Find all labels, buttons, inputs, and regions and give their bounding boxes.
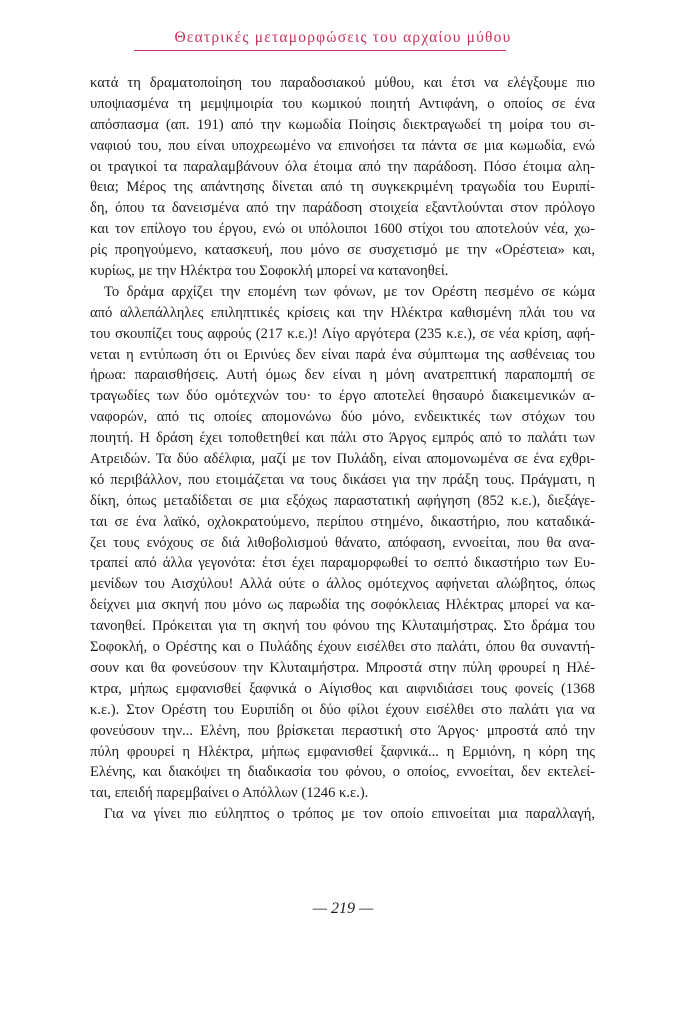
text-line: υποψιασμένα τη μεμψιμοιρία του κωμικού ποιητή Αντιφάνη, ο οποίος σε ένα <box>90 95 595 112</box>
text-line: ρίς προηγούμενο, κατασκευή, που μόνο σε συσχετισμό με την «Ορέστεια» και, <box>90 242 595 259</box>
text-line: τραπεί από άλλα γεγονότα: έτσι έχει παραμορφωθεί το σεπτό δικαστήριο των Ευ- <box>90 555 595 572</box>
text-line: δείχνει μια σκηνή που μόνο ως παρωδία της σοφόκλειας Ηλέκτρας μπορεί να κα- <box>90 597 595 614</box>
running-header: Θεατρικές μεταμορφώσεις του αρχαίου μύθου <box>174 29 512 46</box>
text-line: κό περιβάλλον, που ετοιμάζεται να τους δικάσει για την πράξη τους. Πράγματι, η <box>90 471 595 488</box>
text-line: πύλη φρουρεί η Ηλέκτρα, μήπως εμφανισθεί ξαφνικά... η Ερμιόνη, η κόρη της <box>90 743 595 760</box>
text-line: Για να γίνει πιο εύληπτος ο τρόπος με τον οποίο επινοείται μια παραλλαγή, <box>104 806 595 823</box>
text-line: τραγωδίες των δύο ομότεχνών του· το έργο αποτελεί θησαυρό διακειμενικών α- <box>90 388 595 405</box>
text-line: ζει τους ενόχους σε διά λιθοβολισμού θάνατο, απόφαση, εννοείται, που θα ανα- <box>90 534 595 551</box>
text-line: νεται η εντύπωση ότι οι Ερινύες δεν είναι παρά ένα σύμπτωμα της ασθένειας του <box>90 346 595 363</box>
text-line: οι τραγικοί τα παραλαμβάνουν όλα έτοιμα από την παράδοση. Πόσο έτοιμα αλη- <box>90 158 595 175</box>
text-line: κατά τη δραματοποίηση του παραδοσιακού μύθου, και έτσι να ελέγξουμε πιο <box>90 75 595 91</box>
text-line: και τον επίλογο του έργου, ενώ οι υπόλοιποι 1600 στίχοι του αποτελούν νέα, χω- <box>90 221 595 238</box>
text-line: ναφιού του, που είναι υποχρεωμένο να επινοήσει τα πάντα σε μια κωμωδία, ενώ <box>90 137 595 154</box>
text-line: του σκουπίζει τους αφρούς (217 κ.ε.)! Λίγο αργότερα (235 κ.ε.), σε νέα κρίση, αφή- <box>90 325 595 342</box>
text-line: τανοηθεί. Πρόκειται για τη σκηνή του φόνου της Κλυταιμήστρας. Στο δράμα του <box>90 618 595 635</box>
text-line: Ελένης, και διακόψει τη διαδικασία του φόνου, ο οποίος, εννοείται, δεν εκτελεί- <box>90 764 595 781</box>
text-line: μενίδων του Αισχύλου! Αλλά ούτε ο άλλος ομότεχνος αφήνεται αλώβητος, όπως <box>90 576 595 593</box>
text-line: ται σε ένα λαϊκό, οχλοκρατούμενο, περίπου στημένο, δικαστήριο, που καταδικά- <box>90 513 595 530</box>
text-line: κ.ε.). Στον Ορέστη του Ευριπίδη οι δύο φίλοι έχουν εισέλθει στο παλάτι για να <box>90 701 595 718</box>
text-line: δίκη, όπως μεταδίδεται σε μια εξόχως παραστατική αφήγηση (852 κ.ε.), διεξάγε- <box>90 492 595 509</box>
text-line: Το δράμα αρχίζει την επομένη των φόνων, με τον Ορέστη πεσμένο σε κώμα <box>104 283 595 300</box>
text-line: ται, επειδή παρεμβαίνει ο Απόλλων (1246 κ.ε.). <box>90 785 369 802</box>
text-line: φονεύσουν την... Ελένη, που βρίσκεται περαστική στο Άργος· μπροστά από την <box>90 722 595 739</box>
text-line: απόσπασμα (απ. 191) από την κωμωδία Ποίησις διεκτραγωδεί τη μοίρα του σι- <box>90 116 595 133</box>
text-line: κυρίως, με την Ηλέκτρα του Σοφοκλή μπορεί να κατανοηθεί. <box>90 263 449 280</box>
text-line: ναφορών, από τις οποίες απομονώνω δύο μόνο, ενδεικτικές των στόχων του <box>90 409 595 426</box>
body-text <box>90 73 595 825</box>
text-line: κτρα, μήπως εμφανισθεί ξαφνικά ο Αίγισθος και αιφνιδιάσει τους φονείς (1368 <box>90 680 595 697</box>
text-line: σουν και θα φονεύσουν την Κλυταιμήστρα. Μπροστά στην πύλη φρουρεί η Ηλέ- <box>90 659 595 676</box>
text-line: Σοφοκλή, ο Ορέστης και ο Πυλάδης έχουν εισέλθει στο παλάτι, όπου θα συναντή- <box>90 639 595 656</box>
text-line: ήρωα: παραισθήσεις. Αυτή όμως δεν είναι η μόνη ανατρεπτική παραπομπή σε <box>90 367 595 384</box>
text-line: θεια; Μέρος της απάντησης δίνεται από τη συγκεκριμένη τραγωδία του Ευριπί- <box>90 179 595 196</box>
header-rule <box>134 50 506 51</box>
text-line: από αλλεπάλληλες επιληπτικές κρίσεις και την Ηλέκτρα καθισμένη πλάι του να <box>90 304 595 321</box>
text-line: Ατρειδών. Τα δύο αδέλφια, μαζί με τον Πυλάδη, είναι απομονωμένα σε ένα εχθρι- <box>90 451 595 468</box>
page-number: — 219 — <box>312 900 374 917</box>
text-line: δη, όπου τα δανεισμένα από την παράδοση στοιχεία εξαντλούνται στον πρόλογο <box>90 200 595 217</box>
text-line: ποιητή. Η δράση έχει τοποθετηθεί και πάλι στο Άργος εμπρός από το παλάτι των <box>90 430 595 447</box>
